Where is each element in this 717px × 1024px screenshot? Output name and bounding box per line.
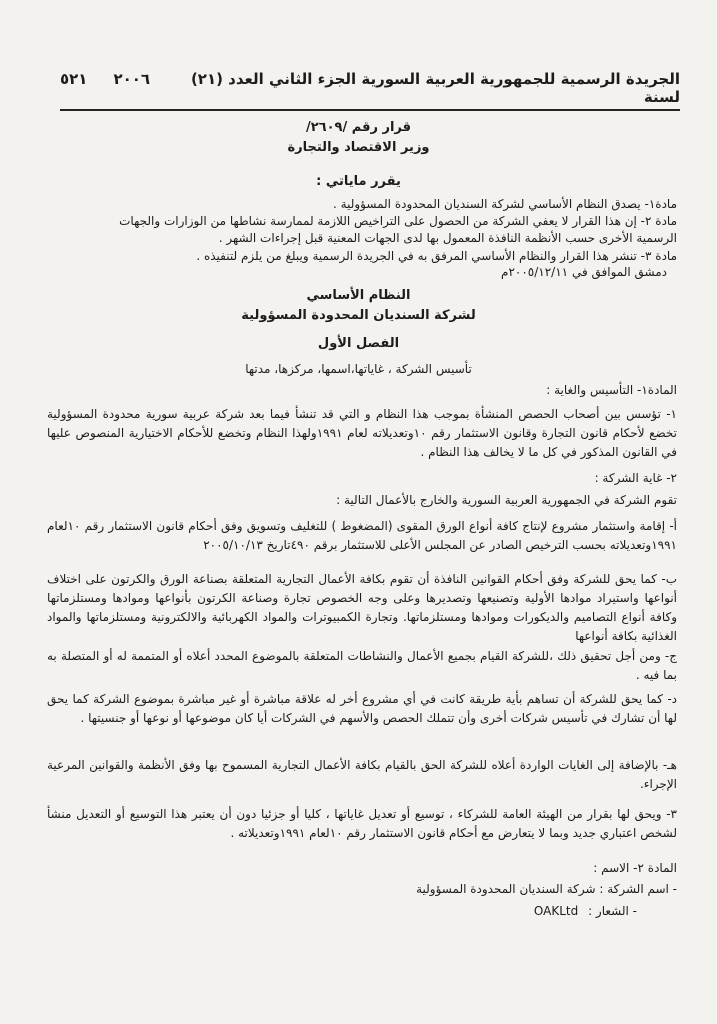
article2-heading: المادة ٢- الاسم : <box>593 861 677 875</box>
paragraph-1: ١- تؤسس بين أصحاب الحصص المنشأة بموجب هذا النظام و التي قد تنشأ فيما بعد شركة عربية سورية محدودة المسؤولية تخضع لأحكام قانون التجارة وقانون الاستثمار رقم ١٠وتعديلاته لعام ١٩٩١ولهذا النظام وتخضع للأحكام الاختيارية المنصوص عليها في القانون المذكور في كل ما لا يخالف هذا النظام . <box>47 407 677 459</box>
statute-title: النظام الأساسي <box>306 288 411 303</box>
purpose-heading: ٢- غاية الشركة : <box>594 471 677 485</box>
signing-date: دمشق الموافق في ٢٠٠٥/١٢/١١م <box>501 265 667 279</box>
paragraph-d: د- كما يحق للشركة أن تساهم بأية طريقة كانت في أي مشروع أخر له علاقة مباشرة أو غير مباشرة بموضوع الشركة كما يحق لها أن تشارك في تأسيس شركات أخرى وأن تتملك الحصص والأسهم في الشركات أيا كان موضوعها أو نوعها أو جنسيتها . <box>47 692 677 725</box>
decides-heading: يقرر ماياتي : <box>316 174 401 189</box>
statute-title-block <box>0 286 717 326</box>
logo-line <box>534 904 637 918</box>
paragraph-h: هـ- بالإضافة إلى الغايات الواردة أعلاه للشركة الحق بالقيام بكافة الأعمال التجارية المسموح بها وفق الأنظمة والقوانين المرعية الإجراء. <box>47 758 677 791</box>
chapter-title: الفصل الأول <box>317 336 400 351</box>
paragraph-3: ٣- ويحق لها بقرار من الهيئة العامة للشركاء ، توسيع أو تعديل غاياتها ، كليا أو جزئيا دون أن يعتبر هذا التوسيع أو التعديل منشأ لشخص اعتباري جديد وبما لا يتعارض مع أحكام قانون الاستثمار رقم ١٠لعام ١٩٩١وتعديلاته . <box>47 807 677 840</box>
gazette-year: ٢٠٠٦ <box>113 70 151 88</box>
chapter-block <box>0 334 717 354</box>
article-2: مادة ٢- إن هذا القرار لا يعفي الشركة من الحصول على التراخيص اللازمة لممارسة نشاطها من الوزارات والجهات <box>119 214 677 228</box>
logo-value: OAKLtd <box>533 904 579 918</box>
page-number: ٥٢١ <box>60 70 88 88</box>
company-name: - اسم الشركة : شركة السنديان المحدودة المسؤولية <box>416 882 677 896</box>
article-1: مادة١- يصدق النظام الأساسي لشركة السنديان المحدودة المسؤولية . <box>333 197 677 211</box>
paragraph-c: ج- ومن أجل تحقيق ذلك ،للشركة القيام بجميع الأعمال والنشاطات المتعلقة بالموضوع المحدد أعلاه أو المتممة له أو المتصلة به بما فيه . <box>47 649 677 682</box>
logo-label: - الشعار : <box>588 904 637 918</box>
paragraph-b: ب- كما يحق للشركة وفق أحكام القوانين النافذة أن تقوم بكافة الأعمال التجارية المتعلقة بصناعة الورق والكرتون على اختلاف أنواعها واستيراد موادها الأولية وتصنيعها وتصديرها وعلى وجه الخصوص تجارة وصناعة الكرتون بأنواعها وموادها ومستلزماتها وكافة أنواع التصاميم والديكورات وموادها ومستلزماتها. وتجارة الكمبيوترات والمواد الكهربائية والالكترونية ومستلزماتها والمواد الغذائية بكافة أنواعها <box>47 572 677 643</box>
decision-header <box>0 118 717 158</box>
decision-issuer: وزير الاقتصاد والتجارة <box>287 140 430 155</box>
gazette-title: الجريدة الرسمية للجمهورية العربية السورية الجزء الثاني العدد (٢١) لسنة <box>190 70 680 106</box>
article-3: مادة ٣- تنشر هذا القرار والنظام الأساسي المرفق به في الجريدة الرسمية ويبلغ من يلزم لتنفيذه . <box>196 249 677 263</box>
chapter-subtitle: تأسيس الشركة ، غاياتها،اسمها، مركزها، مدتها <box>245 362 472 376</box>
purpose-intro: تقوم الشركة في الجمهورية العربية السورية والخارج بالأعمال التالية : <box>336 493 677 507</box>
statute-company: لشركة السنديان المحدودة المسؤولية <box>241 308 476 323</box>
gazette-header <box>60 70 680 111</box>
article-2-cont: الرسمية الأخرى حسب الأنظمة النافذة المعمول بها لدى الجهات المعنية قبل إجراءات الشهر . <box>218 231 677 245</box>
article1-heading: المادة١- التأسيس والغاية : <box>546 383 677 397</box>
paragraph-a: أ- إقامة واستثمار مشروع لإنتاج كافة أنواع الورق المقوى (المضغوط ) للتغليف وتسويق وفق أحكام قانون الاستثمار رقم ١٠لعام ١٩٩١وتعديلاته بحسب الترخيص الصادر عن المجلس الأعلى للاستثمار برقم ٤٩٠تاريخ ٢٠٠٥/١٠/١٣ <box>47 519 677 552</box>
decision-number: قرار رقم /٢٦٠٩/ <box>305 120 412 135</box>
